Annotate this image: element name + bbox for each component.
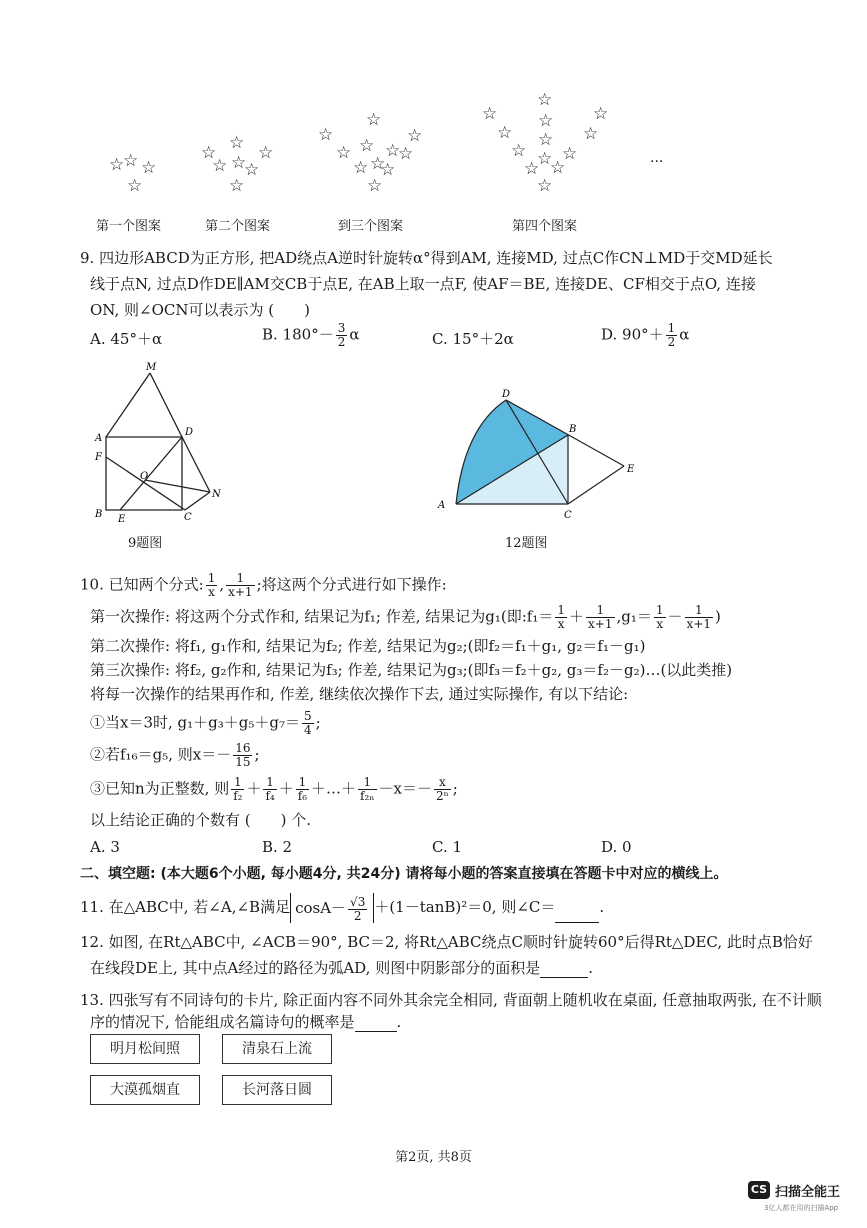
pattern-caption-1: 第一个图案 [96,219,162,234]
page-footer: 第2页, 共8页 [395,1150,472,1165]
fig9-caption: 9题图 [128,536,163,551]
star-icon: ☆ [127,176,143,196]
fig12-label-e: E [627,464,635,475]
star-icon: ☆ [398,144,414,164]
star-icon: ☆ [537,149,553,169]
pattern-caption-2: 第二个图案 [205,219,271,234]
q9-option-b: B. 180°－ $\frac{3}{2}$ α [262,321,360,349]
fig9-label-e: E [118,514,126,525]
star-icon: ☆ [109,155,125,175]
star-icon: ☆ [538,130,554,150]
star-icon: ☆ [524,159,540,179]
figure-9 [88,360,228,525]
star-icon: ☆ [537,90,553,110]
fig9-label-o: O [140,471,149,482]
poem-card-4: 长河落日圆 [222,1075,332,1105]
star-icon: ☆ [538,111,554,131]
q9-line-2: 线于点N, 过点D作DE∥AM交CB于点E, 在AB上取一点F, 使AF＝BE, 连接DE、CF相交于点O, 连接 [90,275,756,293]
scanner-logo: CS [748,1181,770,1199]
star-icon: ☆ [497,123,513,143]
section-2-heading: 二、填空题: (本大题6个小题, 每小题4分, 共24分) 请将每小题的答案直接填在答题卡中对应的横线上。 [80,866,728,882]
q9-line-3: ON, 则∠OCN可以表示为 ( ) [90,301,310,319]
fig12-label-d: D [502,389,511,400]
star-icon: ☆ [123,151,139,171]
fig12-label-c: C [564,510,572,521]
star-icon: ☆ [212,156,228,176]
scanner-tagline: 3亿人都在用的扫描App [764,1204,839,1212]
q10-option-d: D. 0 [601,838,632,856]
q9-line-1: 9. 四边形ABCD为正方形, 把AD绕点A逆时针旋转α°得到AM, 连接MD, 过点C作CN⊥MD于交MD延长 [80,249,773,267]
q13-answer-blank [355,1017,397,1032]
star-icon: ☆ [407,126,423,146]
star-icon: ☆ [593,104,609,124]
star-icon: ☆ [366,110,382,130]
star-icon: ☆ [244,160,260,180]
q10-conclusion-2: ②若f₁₆＝g₅, 则x＝－ $\frac{16}{15}$ ; [90,741,260,769]
fig9-label-n: N [212,489,221,500]
poem-card-2: 清泉石上流 [222,1034,332,1064]
q10-step-3: 第三次操作: 将f₂, g₂作和, 结果记为f₃; 作差, 结果记为g₃;(即f₃＝f₂＋g₂, g₃＝f₂－g₂)…(以此类推) [90,661,733,679]
q12-line-2: 在线段DE上, 其中点A经过的路径为弧AD, 则图中阴影部分的面积是 . [90,959,593,977]
poem-card-1: 明月松间照 [90,1034,200,1064]
fig9-label-b: B [95,509,103,520]
pattern-caption-4: 第四个图案 [512,219,578,234]
star-icon: ☆ [537,176,553,196]
star-icon: ☆ [141,158,157,178]
figure-12 [432,388,642,523]
star-icon: ☆ [385,141,401,161]
star-icon: ☆ [353,158,369,178]
q10-option-a: A. 3 [90,838,120,856]
star-icon: ☆ [482,104,498,124]
pattern-ellipsis: ... [650,150,664,166]
star-icon: ☆ [229,176,245,196]
star-icon: ☆ [229,133,245,153]
pattern-caption-3: 到三个图案 [338,219,404,234]
poem-card-3: 大漠孤烟直 [90,1075,200,1105]
star-icon: ☆ [367,176,383,196]
fig9-label-c: C [184,512,192,523]
star-icon: ☆ [550,158,566,178]
q11: 11. 在△ABC中, 若∠A,∠B满足 cosA－ $\frac{√3}{2}$ ＋(1－tanB)²＝0, 则∠C＝ . [80,894,605,923]
fig12-label-b: B [569,424,577,435]
q9-option-c: C. 15°＋2α [432,330,514,348]
star-icon: ☆ [258,143,274,163]
star-icon: ☆ [336,143,352,163]
scanner-brand-name: 扫描全能王 [775,1185,841,1200]
star-icon: ☆ [562,144,578,164]
q10-conclusion-1: ①当x＝3时, g₁＋g₃＋g₅＋g₇＝ $\frac{5}{4}$ ; [90,709,321,737]
q10-intro: 10. 已知两个分式: $\frac{1}{x}$ , $\frac{1}{x+1}$ ;将这两个分式进行如下操作: [80,571,447,599]
q12-answer-blank [540,963,588,978]
q12-line-1: 12. 如图, 在Rt△ABC中, ∠ACB＝90°, BC＝2, 将Rt△ABC绕点C顺时针旋转60°后得Rt△DEC, 此时点B恰好 [80,933,813,951]
q9-option-d: D. 90°＋ $\frac{1}{2}$ α [601,321,690,349]
star-icon: ☆ [318,125,334,145]
q13-line-2: 序的情况下, 恰能组成名篇诗句的概率是 . [90,1013,402,1031]
q10-option-c: C. 1 [432,838,463,856]
q10-option-b: B. 2 [262,838,293,856]
star-icon: ☆ [583,124,599,144]
q9-option-a: A. 45°＋α [90,330,163,348]
q10-summary: 将每一次操作的结果再作和, 作差, 继续依次操作下去, 通过实际操作, 有以下结论: [90,685,629,703]
q10-step-1: 第一次操作: 将这两个分式作和, 结果记为f₁; 作差, 结果记为g₁(即:f₁＝ $\frac{1}{x}$ ＋ $\frac{1}{x+1}$ ,g₁＝ $\frac{1}{x}$ － $\frac{1}{x+1}$ ) [90,603,721,631]
fig9-label-d: D [185,427,194,438]
fig9-label-f: F [95,452,102,463]
star-icon: ☆ [511,141,527,161]
fig9-label-m: M [146,362,157,373]
q10-conclusion-3: ③已知n为正整数, 则 $\frac{1}{\text{f₂}}$ ＋ $\frac{1}{\text{f₄}}$ ＋ $\frac{1}{\text{f₆}}$ ＋…＋ $\frac{1}{\text{f₂ₙ}}$ －x＝－ $\frac{x}{\text{2ⁿ}}$ ; [90,775,458,803]
star-icon: ☆ [370,154,386,174]
q10-question: 以上结论正确的个数有 ( ) 个. [90,811,312,829]
star-icon: ☆ [359,136,375,156]
star-icon: ☆ [380,160,396,180]
star-icon: ☆ [201,143,217,163]
star-icon: ☆ [231,153,247,173]
q13-line-1: 13. 四张写有不同诗句的卡片, 除正面内容不同外其余完全相同, 背面朝上随机收在桌面, 任意抽取两张, 在不计顺 [80,991,822,1009]
fig12-label-a: A [438,500,446,511]
fig9-label-a: A [95,433,103,444]
fig12-caption: 12题图 [505,536,548,551]
q10-step-2: 第二次操作: 将f₁, g₁作和, 结果记为f₂; 作差, 结果记为g₂;(即f₂＝f₁＋g₁, g₂＝f₁－g₁) [90,637,646,655]
